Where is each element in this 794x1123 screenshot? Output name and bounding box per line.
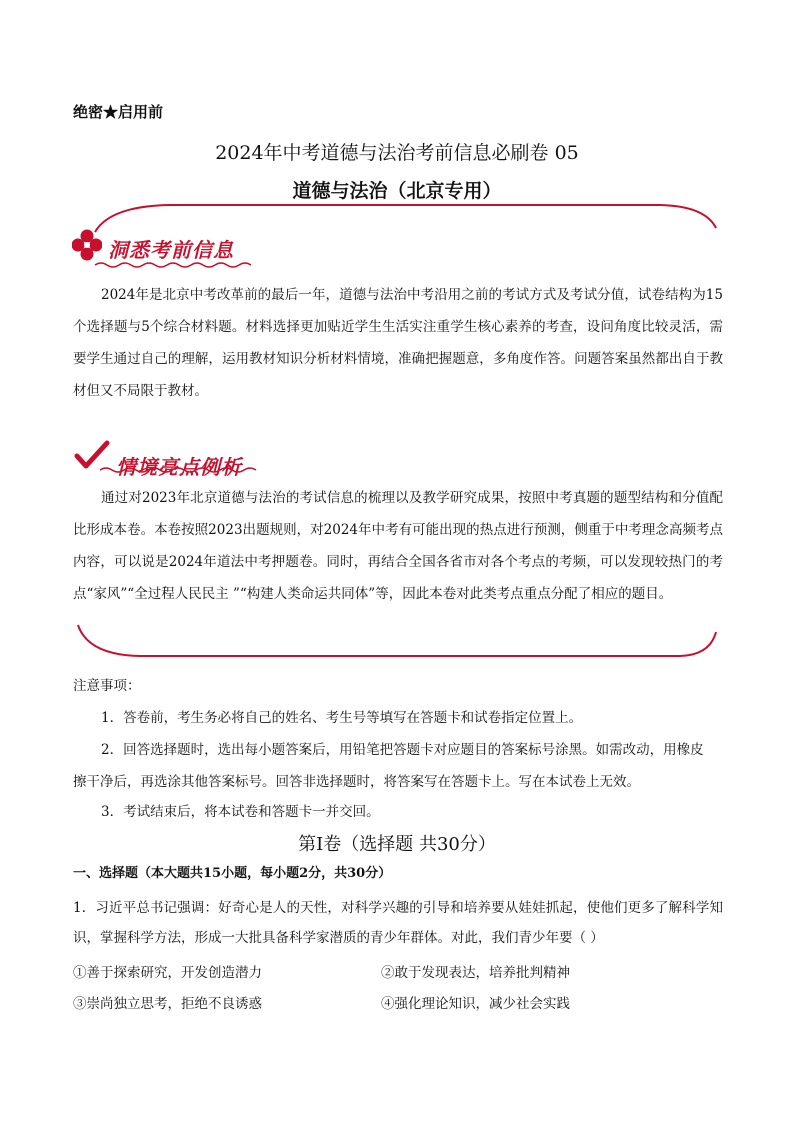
note-item: 1．答卷前，考生务必将自己的姓名、考生号等填写在答题卡和试卷指定位置上。 <box>101 710 583 726</box>
section-heading-exam-info: 洞悉考前信息 <box>108 238 234 262</box>
part-title: 第Ⅰ卷（选择题 共30分） <box>298 834 496 855</box>
check-icon <box>74 440 110 470</box>
question-1-stem: 1．习近平总书记强调：好奇心是人的天性，对科学兴趣的引导和培养要从娃娃抓起，使他们更多了解科学知识，掌握科学方法，形成一大批具备科学家潜质的青少年群体。对此，我们青少年要（ ） <box>73 900 723 946</box>
note-item: 2．回答选择题时，选出每小题答案后，用铅笔把答题卡对应题目的答案标号涂黑。如需改动，用橡皮 <box>101 742 704 758</box>
highlights-paragraph: 通过对2023年北京道德与法治的考试信息的梳理以及教学研究成果，按照中考真题的题型结构和分值配比形成本卷。本卷按照2023出题规则，对2024年中考有可能出现的热点进行预测，侧重于中考理念高频考点内容，可以说是2024年道法中考押题卷。同时，再结合全国各省市对各个考点的考频，可以发现较热门的考点“家风”“全过程人民民主 ”“构建人类命运共同体”等，因此本卷对此类考点重点分配了相应的题目。 <box>73 490 723 602</box>
section-highlights-body <box>73 482 723 610</box>
flower-icon <box>72 228 102 262</box>
question-1-option: ③崇尚独立思考，拒绝不良诱惑 <box>73 996 262 1012</box>
exam-notes <box>73 674 723 824</box>
question-1-option: ②敢于发现表达，培养批判精神 <box>381 965 570 981</box>
notes-title: 注意事项： <box>73 678 141 694</box>
note-item: 3．考试结束后，将本试卷和答题卡一并交回。 <box>101 804 380 820</box>
exam-info-paragraph: 2024年是北京中考改革前的最后一年，道德与法治中考沿用之前的考试方式及考试分值，试卷结构为15个选择题与5个综合材料题。材料选择更加贴近学生生活实注重学生核心素养的考查，设问角度比较灵活，需要学生通过自己的理解，运用教材知识分析材料情境，准确把握题意，多角度作答。问题答案虽然都出自于教材但又不局限于教材。 <box>73 287 723 399</box>
section-label-choice: 一、选择题（本大题共15小题，每小题2分，共30分） <box>73 866 392 881</box>
question-1-option: ①善于探索研究，开发创造潜力 <box>73 965 262 981</box>
section-heading-highlights: 情境亮点例析 <box>116 455 242 479</box>
confidential-mark: 绝密★启用前 <box>73 103 164 121</box>
question-1-option: ④强化理论知识，减少社会实践 <box>381 996 570 1012</box>
note-item: 擦干净后，再选涂其他答案标号。回答非选择题时，将答案写在答题卡上。写在本试卷上无效。 <box>73 774 640 790</box>
exam-title: 2024年中考道德与法治考前信息必刷卷 05 <box>215 142 579 164</box>
exam-subtitle: 道德与法治（北京专用） <box>292 180 502 202</box>
section-exam-info-body <box>73 279 723 407</box>
